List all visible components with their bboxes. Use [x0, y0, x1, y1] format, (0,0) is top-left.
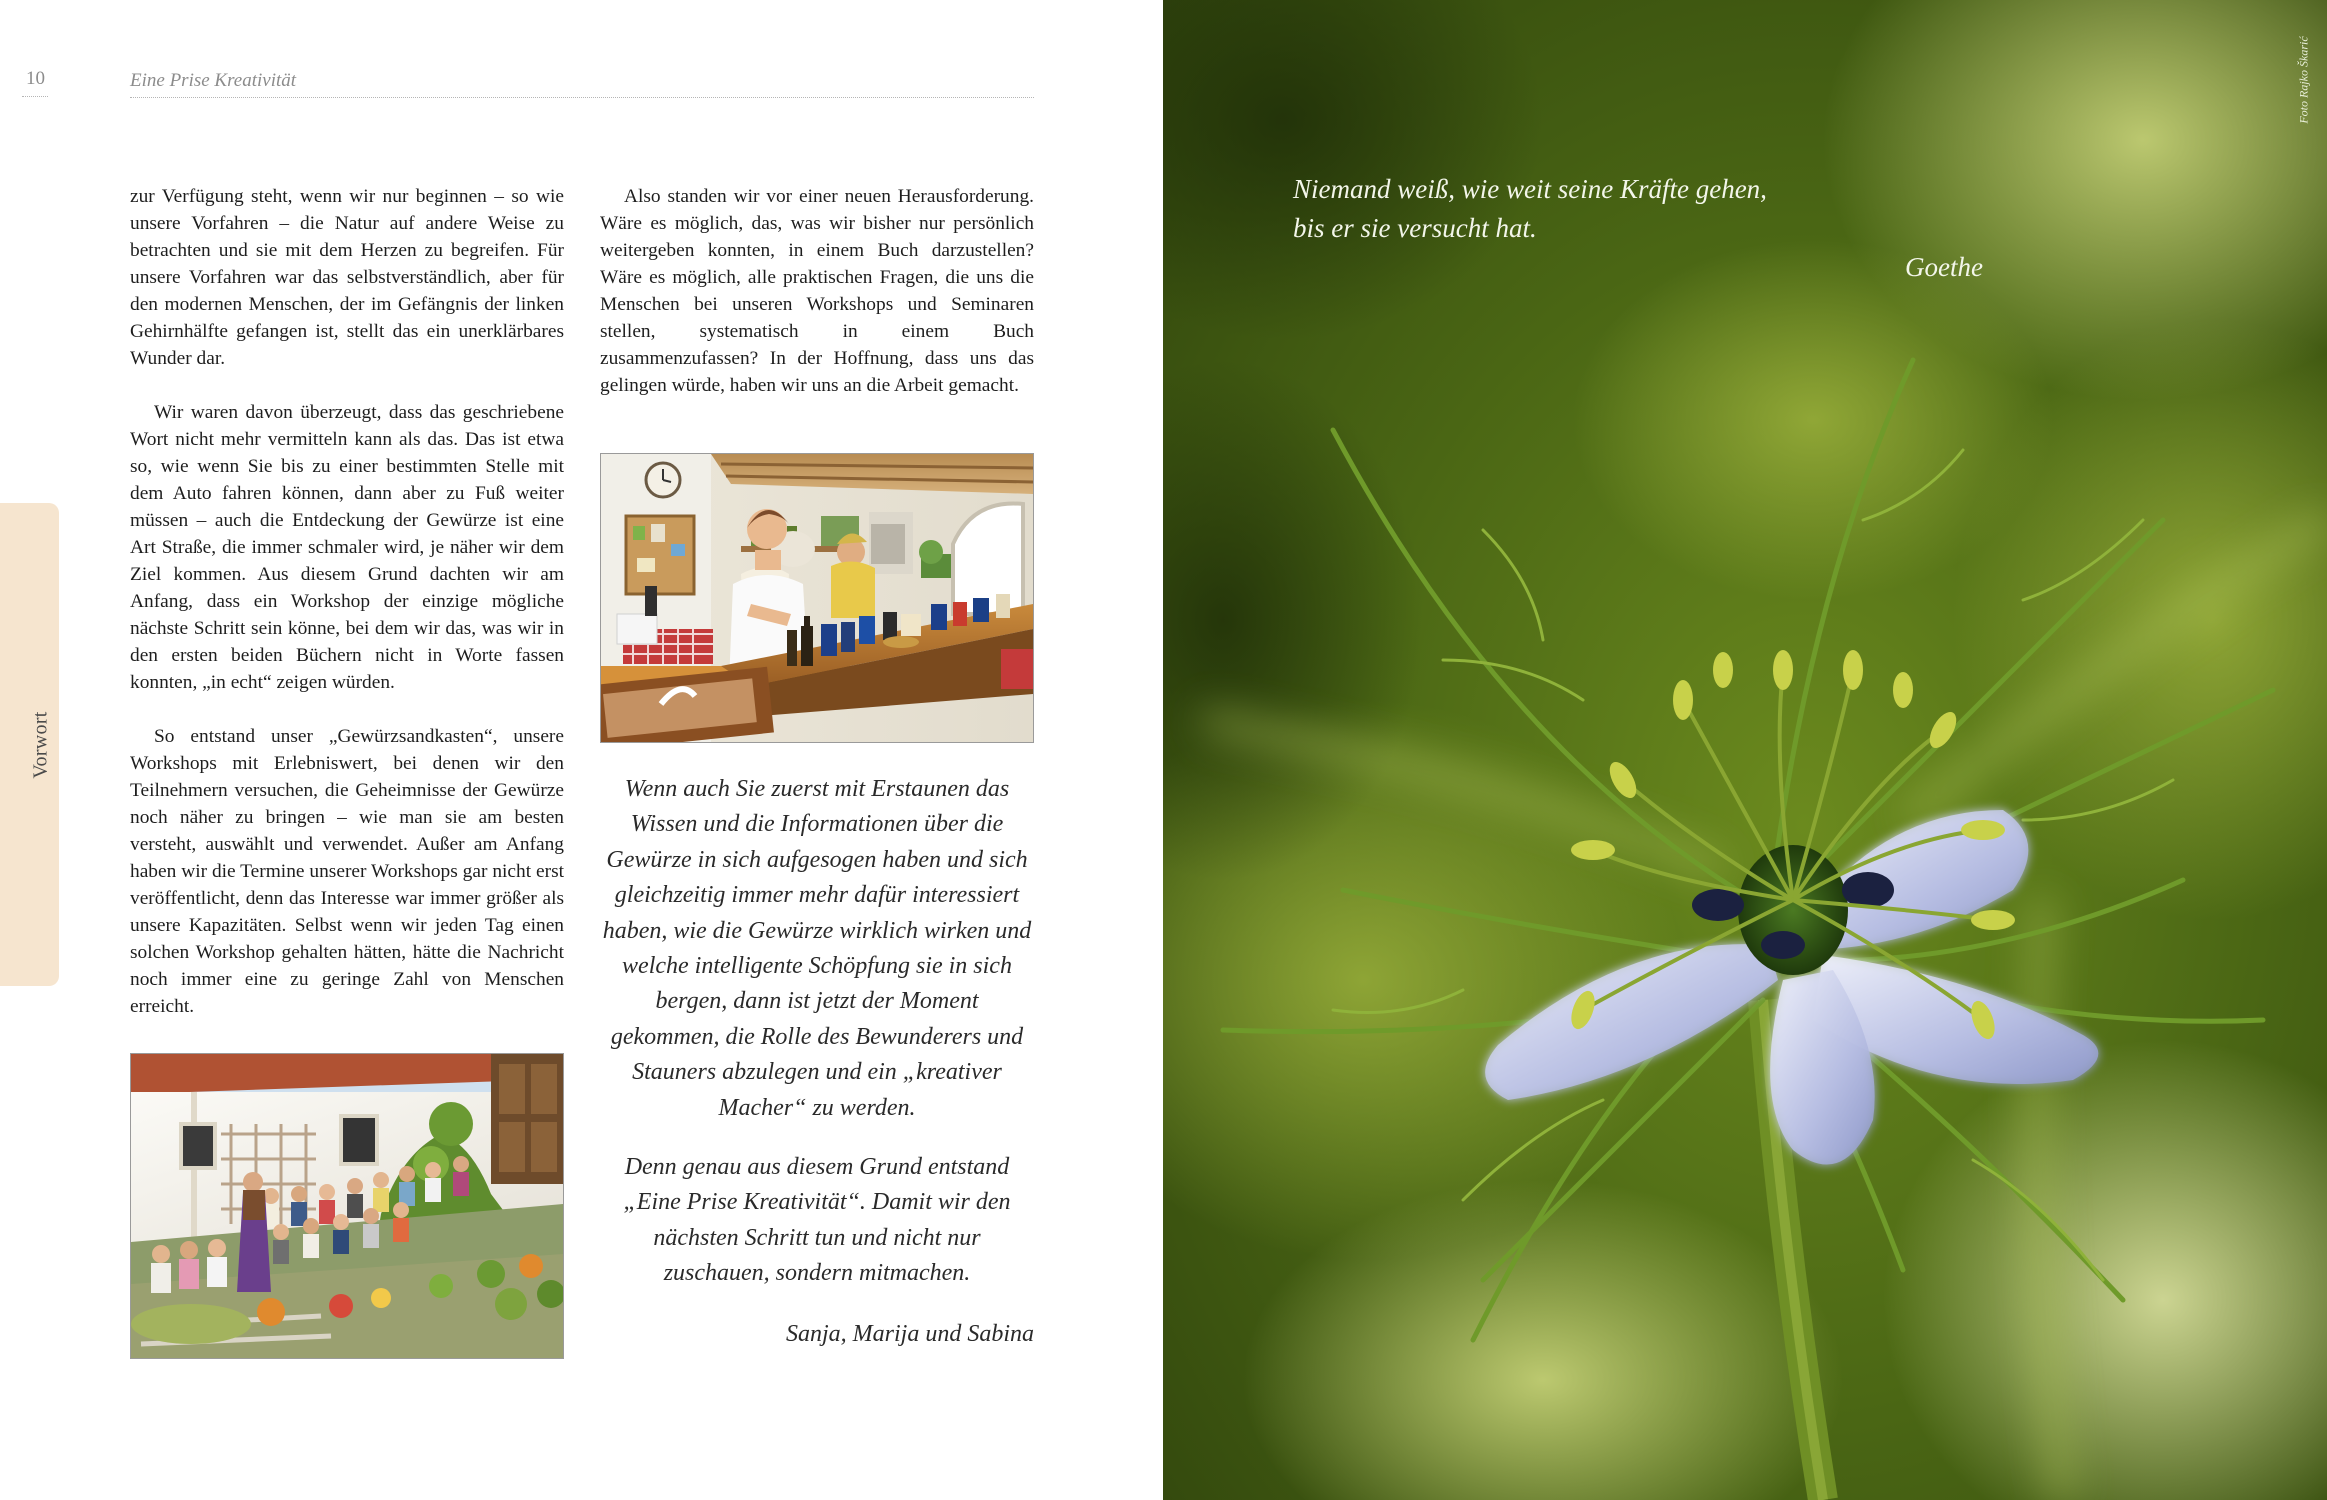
header-rule	[130, 97, 1034, 98]
chapter-tab-label: Vorwort	[29, 711, 52, 779]
center-quote	[600, 772, 1034, 1316]
right-page	[1163, 0, 2327, 1500]
quote-author: Goethe	[1905, 252, 1983, 282]
paragraph: So entstand unser „Gewürzsandkasten“, unsere Workshops mit Erlebniswert, bei denen wir den Teilnehmern versuchen, die Geheimnisse der Gewürze noch näher zu bringen – wie man sie am besten versteht, auswählt und verwendet. Außer am Anfang haben wir die Termine unserer Workshops gar nicht erst veröffentlicht, denn das Interesse war immer größer als unsere Kapazitäten. Selbst wenn wir jeden Tag einen solchen Workshop gehalten hätten, hätte die Nachricht noch immer eine zu geringe Zahl von Menschen erreicht.	[130, 726, 564, 1017]
running-title: Eine Prise Kreativität	[130, 70, 297, 91]
paragraph: zur Verfügung steht, wenn wir nur beginnen – so wie unsere Vorfahren – die Natur auf andere Weise zu betrachten und sie mit dem Herzen zu begreifen. Für unsere Vorfahren war das selbstverständlich, aber für den modernen Menschen, der im Gefängnis der linken Gehirnhälfte gefangen ist, stellt das ein unerklärbares Wunder dar.	[130, 186, 564, 369]
quote-paragraph: Wenn auch Sie zuerst mit Erstaunen das Wissen und die Informationen über die Gewürze in sich aufgesogen haben und sich gleichzeitig immer mehr dafür interessiert haben, wie die Gewürze wirklich wirken und welche intelligente Schöpfung sie in sich bergen, dann ist jetzt der Moment gekommen, die Rolle des Bewunderers und Stauners abzulegen und ein „kreativer Macher“ zu werden.	[602, 776, 1032, 1121]
text-column-right	[600, 183, 1034, 426]
photo-credit: Foto Rajko Škarić	[2296, 36, 2311, 124]
paragraph: Wir waren davon überzeugt, dass das geschriebene Wort nicht mehr vermitteln kann als das. Das ist etwa so, wie wenn Sie bis zu einer bestimmten Stelle mit dem Auto fahren können, dann aber zu Fuß weiter müssen – auch die Entdeckung der Gewürze ist eine Art Straße, die immer schmaler wird, je näher wir dem Ziel kommen. Aus diesem Grund dachten wir am Anfang, dass ein Workshop der einzige mögliche nächste Schritt sein könne, bei dem wir das, was wir in den ersten beiden Büchern nicht in Worte fassen konnten, „in echt“ zeigen würden.	[130, 402, 564, 693]
signature: Sanja, Marija und Sabina	[785, 1321, 1034, 1347]
quote-paragraph: Denn genau aus diesem Grund entstand „Eine Prise Kreativität“. Damit wir den nächsten Schritt tun und nicht nur zuschauen, sondern mitmachen.	[623, 1154, 1011, 1287]
page-number-rule	[22, 96, 48, 97]
garden-group-photo	[130, 1053, 564, 1359]
kitchen-workshop-photo	[600, 453, 1034, 743]
quote-line: bis er sie versucht hat.	[1293, 213, 1537, 243]
goethe-quote	[1293, 170, 1767, 248]
quote-line: Niemand weiß, wie weit seine Kräfte gehen,	[1293, 174, 1767, 204]
text-column-left	[130, 183, 564, 1047]
paragraph: Also standen wir vor einer neuen Herausforderung. Wäre es möglich, das, was wir bisher nur persönlich weitergeben konnten, in einem Buch darzustellen? Wäre es möglich, alle praktischen Fragen, die uns die Menschen bei unseren Workshops und Seminaren stellen, systematisch in einem Buch zusammenzufassen? In der Hoffnung, dass uns das gelingen würde, haben wir uns an die Arbeit gemacht.	[600, 186, 1034, 396]
left-page	[0, 0, 1163, 1500]
page-number: 10	[26, 68, 45, 89]
